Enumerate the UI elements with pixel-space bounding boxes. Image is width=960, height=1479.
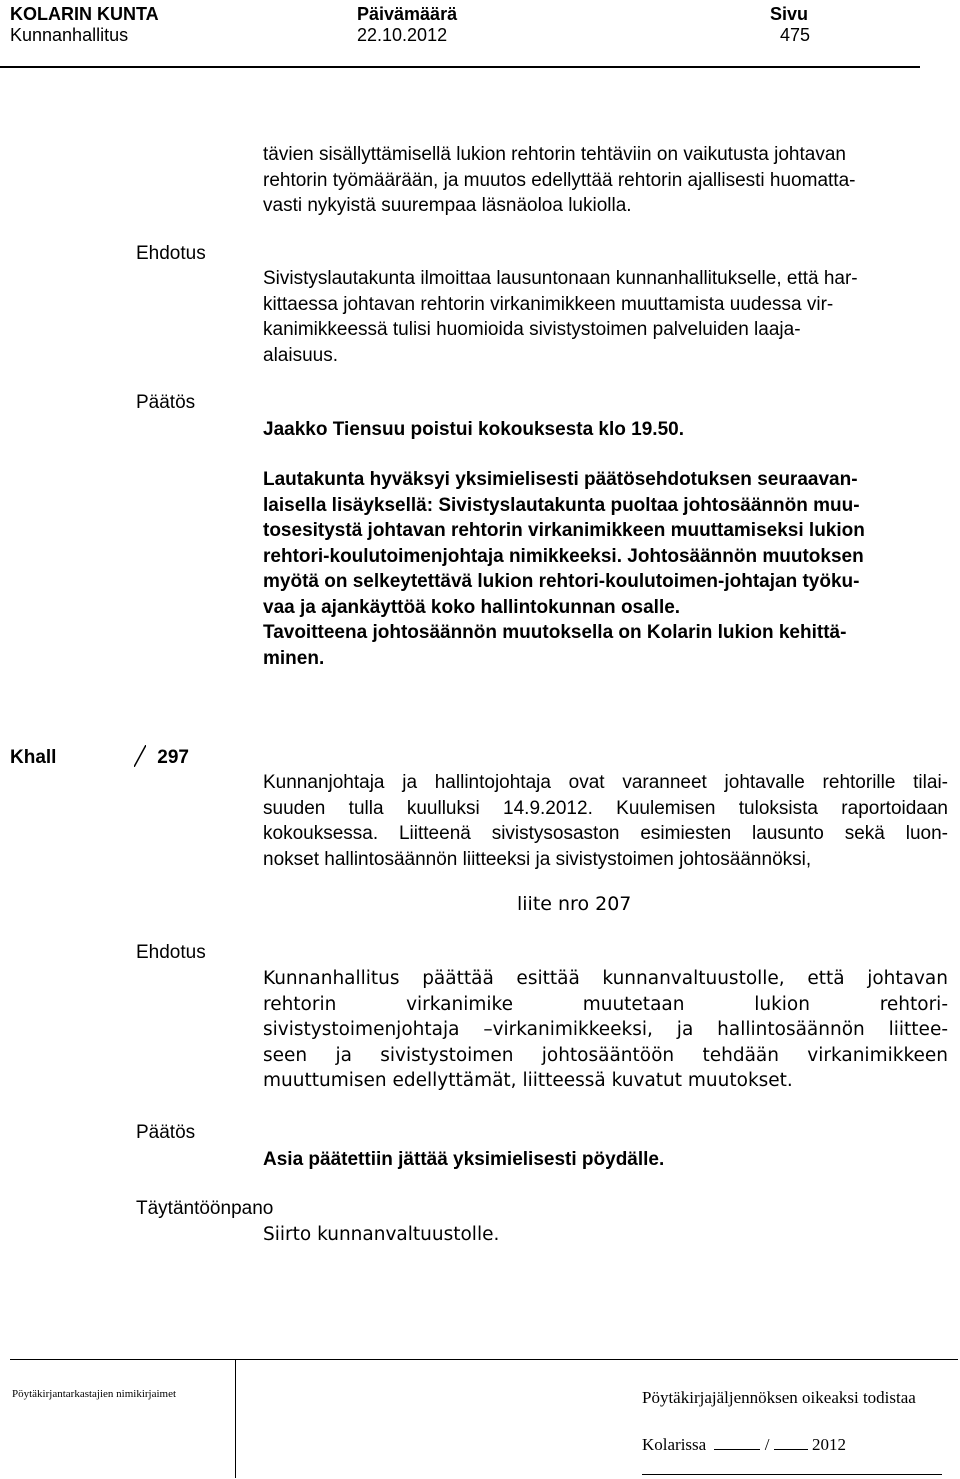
footer-certify-label: Pöytäkirjajäljennöksen oikeaksi todistaa bbox=[642, 1388, 916, 1407]
page-label: Sivu bbox=[770, 4, 809, 24]
day-blank bbox=[714, 1449, 760, 1450]
text-line: kittaessa johtavan rehtorin virkanimikkeen muuttamista uudessa vir- bbox=[263, 293, 834, 315]
text-line: Sivistyslautakunta ilmoittaa lausuntonaan kunnanhallitukselle, että har- bbox=[263, 268, 858, 289]
text-line: Jaakko Tiensuu poistui kokouksesta klo 19.50. bbox=[263, 419, 684, 440]
text-line: alaisuus. bbox=[263, 344, 338, 366]
text-line: myötä on selkeytettävä lukion rehtori-koulutoimen-johtajan työku- bbox=[263, 571, 860, 592]
body-name: Kunnanhallitus bbox=[10, 25, 129, 45]
intro-paragraph bbox=[263, 142, 948, 219]
ehdotus-paragraph bbox=[263, 266, 948, 368]
date-separator: / bbox=[764, 1435, 770, 1454]
footer-year: 2012 bbox=[811, 1435, 846, 1454]
text-line: rehtorin työmäärään, ja muutos edellyttää rehtorin ajallisesti huomatta- bbox=[263, 169, 856, 191]
text-line: kokouksessa. Liitteenä sivistysosaston esimiesten lausunto sekä luon- bbox=[263, 823, 948, 844]
attachment-ref: liite nro 207 bbox=[517, 893, 632, 915]
text-line: tävien sisällyttämisellä lukion rehtorin tehtäviin on vaikutusta johtavan bbox=[263, 144, 846, 165]
text-line: minen. bbox=[263, 647, 325, 669]
footer-place: Kolarissa bbox=[642, 1435, 707, 1454]
ehdotus-label: Ehdotus bbox=[136, 243, 206, 264]
paatos-note bbox=[263, 417, 948, 443]
meeting-date: 22.10.2012 bbox=[357, 25, 448, 45]
text-line: rehtori-koulutoimenjohtaja nimikkeeksi. Johtosäännön muutoksen bbox=[263, 545, 864, 567]
signature-line bbox=[642, 1474, 942, 1475]
text-line: Tavoitteena johtosäännön muutoksella on Kolarin lukion kehittä- bbox=[263, 622, 847, 643]
footer-divider bbox=[10, 1359, 958, 1360]
taytantoonpano-text bbox=[263, 1222, 948, 1248]
text-line: rehtorin virkanimike muutetaan lukion rehtori- bbox=[263, 993, 948, 1015]
text-line: Kunnanhallitus päättää esittää kunnanvaltuustolle, että johtavan bbox=[263, 968, 948, 989]
section-marker bbox=[134, 745, 189, 770]
org-name: KOLARIN KUNTA bbox=[10, 4, 159, 24]
text-line: Siirto kunnanvaltuustolle. bbox=[263, 1224, 500, 1245]
date-label: Päivämäärä bbox=[357, 4, 458, 24]
khall-label: Khall bbox=[10, 747, 57, 768]
text-line: laisella lisäyksellä: Sivistyslautakunta puoltaa johtosäännön muu- bbox=[263, 494, 860, 516]
page-number: 475 bbox=[780, 25, 811, 45]
text-line: kanimikkeessä tulisi huomioida sivistystoimen palveluiden laaja- bbox=[263, 319, 801, 340]
text-line: seen ja sivistystoimen johtosääntöön tehdään virkanimikkeen bbox=[263, 1044, 948, 1066]
header-divider bbox=[0, 66, 920, 68]
khall-intro-paragraph bbox=[263, 770, 948, 872]
text-line: suuden tulla kuulluksi 14.9.2012. Kuulemisen tuloksista raportoidaan bbox=[263, 797, 948, 819]
taytantoonpano-label: Täytäntöönpano bbox=[136, 1198, 274, 1219]
footer-initials-label: Pöytäkirjantarkastajien nimikirjaimet bbox=[12, 1388, 177, 1400]
text-line: Kunnanjohtaja ja hallintojohtaja ovat varanneet johtavalle rehtorille tilai- bbox=[263, 772, 948, 793]
month-blank bbox=[774, 1449, 808, 1450]
text-line: tosesitystä johtavan rehtorin virkanimikkeen muuttamiseksi lukion bbox=[263, 520, 865, 541]
text-line: vaa ja ajankäyttöä koko hallintokunnan osalle. bbox=[263, 596, 681, 618]
footer-place-date bbox=[642, 1435, 846, 1455]
section-number: 297 bbox=[157, 747, 189, 768]
text-line: sivistystoimenjohtaja –virkanimikkeeksi, ja hallintosäännön liittee- bbox=[263, 1019, 948, 1041]
ehdotus-label: Ehdotus bbox=[136, 942, 206, 963]
text-line: Asia päätettiin jättää yksimielisesti pöydälle. bbox=[263, 1149, 665, 1170]
section-sign-icon bbox=[134, 745, 146, 767]
text-line: vasti nykyistä suurempaa läsnäoloa lukiolla. bbox=[263, 195, 632, 216]
text-line: muuttumisen edellyttämät, liitteessä kuvatut muutokset. bbox=[263, 1070, 793, 1092]
text-line: Lautakunta hyväksyi yksimielisesti päätösehdotuksen seuraavan- bbox=[263, 469, 858, 490]
khall-ehdotus-paragraph bbox=[263, 966, 948, 1094]
footer-column-divider bbox=[235, 1360, 236, 1478]
paatos-paragraph bbox=[263, 467, 948, 671]
paatos-label: Päätös bbox=[136, 1122, 196, 1143]
khall-paatos-text bbox=[263, 1147, 948, 1173]
paatos-label: Päätös bbox=[136, 392, 196, 413]
text-line: nokset hallintosäännön liitteeksi ja sivistystoimen johtosäännöksi, bbox=[263, 848, 812, 870]
